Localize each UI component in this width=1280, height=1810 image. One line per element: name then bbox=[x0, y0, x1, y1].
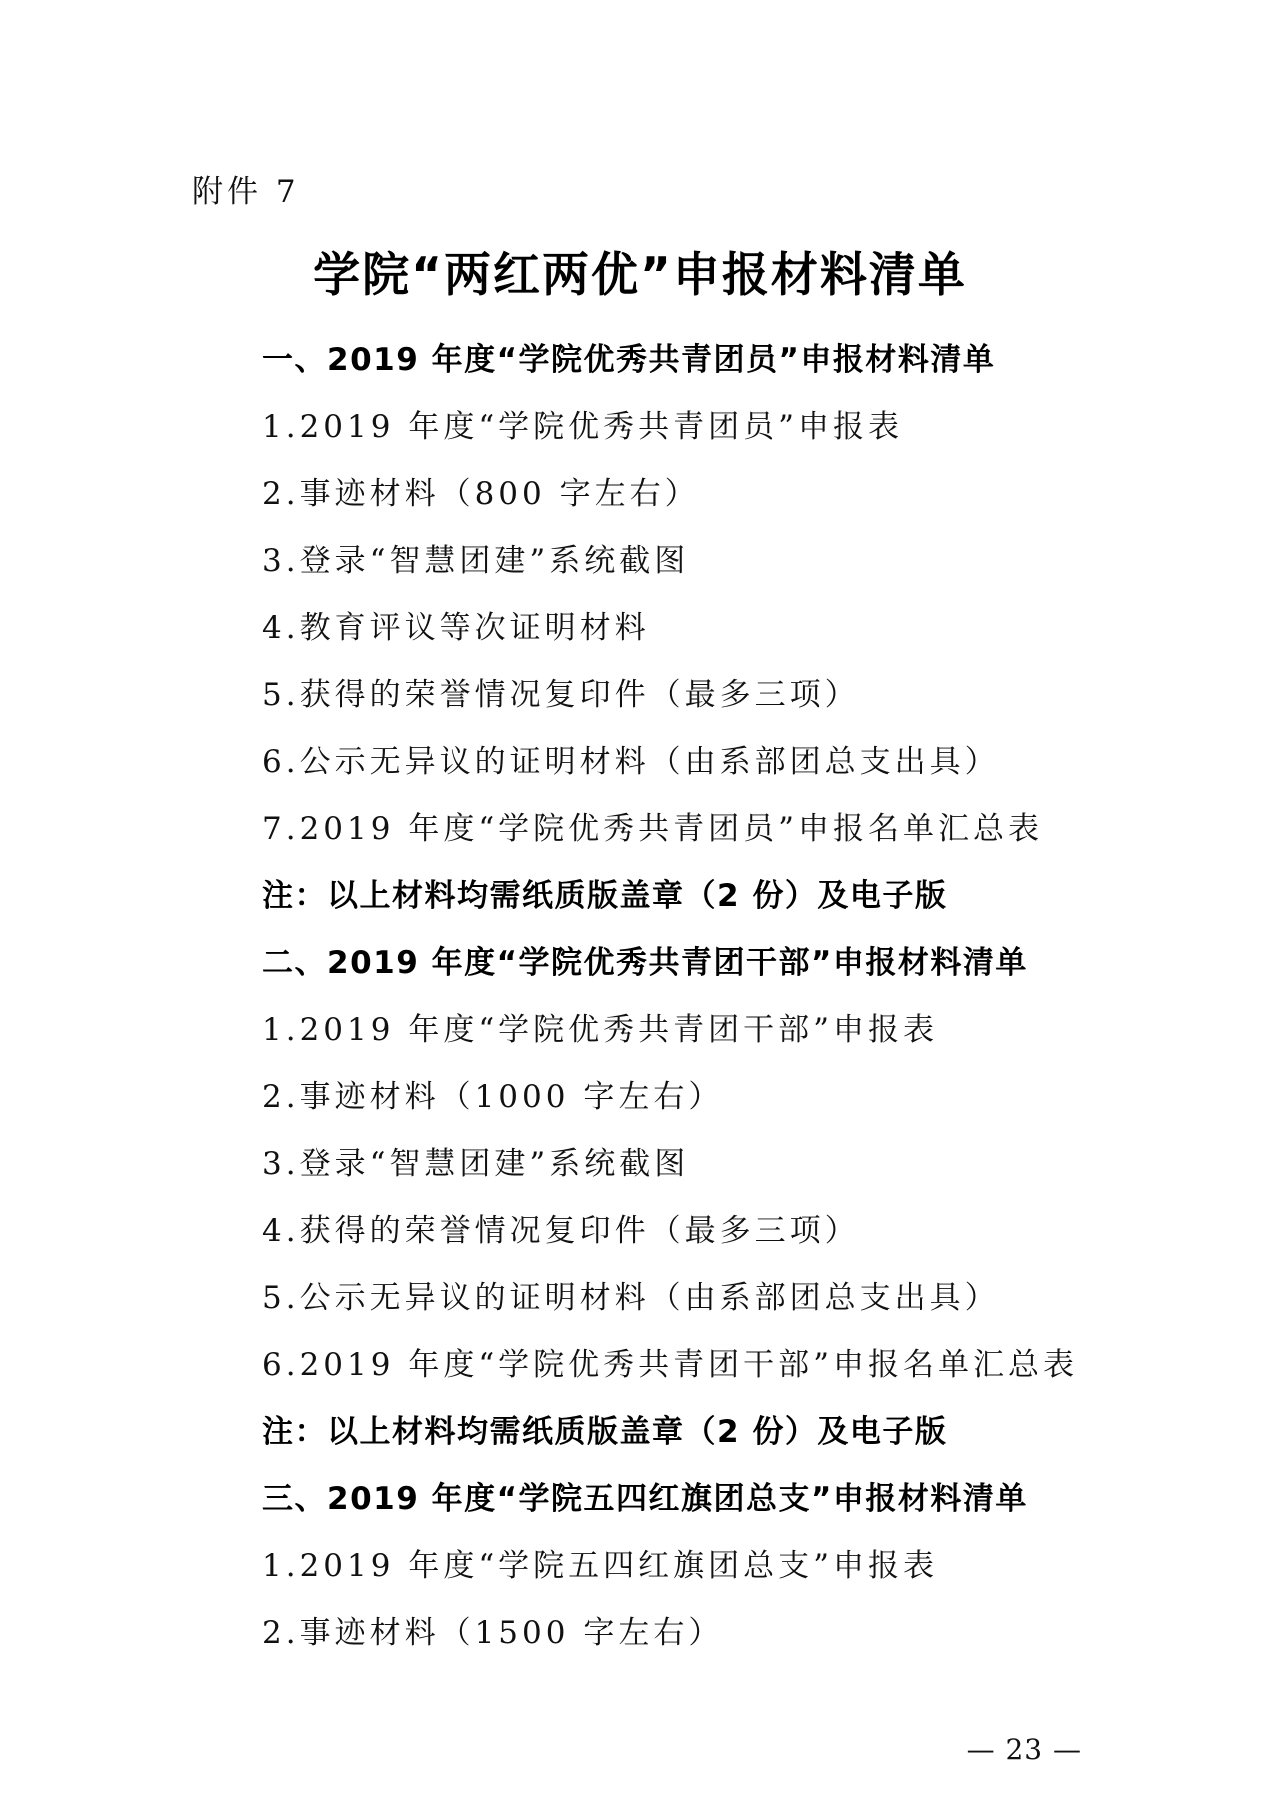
section-heading-3: 三、2019 年度“学院五四红旗团总支”申报材料清单 bbox=[262, 1481, 1028, 1517]
page-number: — 23 — bbox=[966, 1733, 1082, 1766]
section-heading-1: 一、2019 年度“学院优秀共青团员”申报材料清单 bbox=[262, 342, 996, 378]
list-item: 5.获得的荣誉情况复印件（最多三项） bbox=[262, 677, 860, 713]
attachment-label: 附件 7 bbox=[192, 174, 300, 210]
section-note-2: 注：以上材料均需纸质版盖章（2 份）及电子版 bbox=[262, 1414, 948, 1450]
list-item: 1.2019 年度“学院五四红旗团总支”申报表 bbox=[262, 1548, 939, 1584]
section-note-1: 注：以上材料均需纸质版盖章（2 份）及电子版 bbox=[262, 878, 948, 914]
list-item: 2.事迹材料（800 字左右） bbox=[262, 476, 700, 512]
list-item: 2.事迹材料（1000 字左右） bbox=[262, 1079, 724, 1115]
list-item: 4.教育评议等次证明材料 bbox=[262, 610, 650, 646]
document-title: 学院“两红两优”申报材料清单 bbox=[313, 248, 967, 303]
list-item: 4.获得的荣誉情况复印件（最多三项） bbox=[262, 1213, 860, 1249]
list-item: 1.2019 年度“学院优秀共青团员”申报表 bbox=[262, 409, 904, 445]
list-item: 5.公示无异议的证明材料（由系部团总支出具） bbox=[262, 1280, 1000, 1316]
list-item: 3.登录“智慧团建”系统截图 bbox=[262, 543, 690, 579]
section-heading-2: 二、2019 年度“学院优秀共青团干部”申报材料清单 bbox=[262, 945, 1028, 981]
list-item: 6.公示无异议的证明材料（由系部团总支出具） bbox=[262, 744, 1000, 780]
list-item: 1.2019 年度“学院优秀共青团干部”申报表 bbox=[262, 1012, 939, 1048]
list-item: 2.事迹材料（1500 字左右） bbox=[262, 1615, 724, 1651]
list-item: 3.登录“智慧团建”系统截图 bbox=[262, 1146, 690, 1182]
list-item: 7.2019 年度“学院优秀共青团员”申报名单汇总表 bbox=[262, 811, 1044, 847]
list-item: 6.2019 年度“学院优秀共青团干部”申报名单汇总表 bbox=[262, 1347, 1079, 1383]
